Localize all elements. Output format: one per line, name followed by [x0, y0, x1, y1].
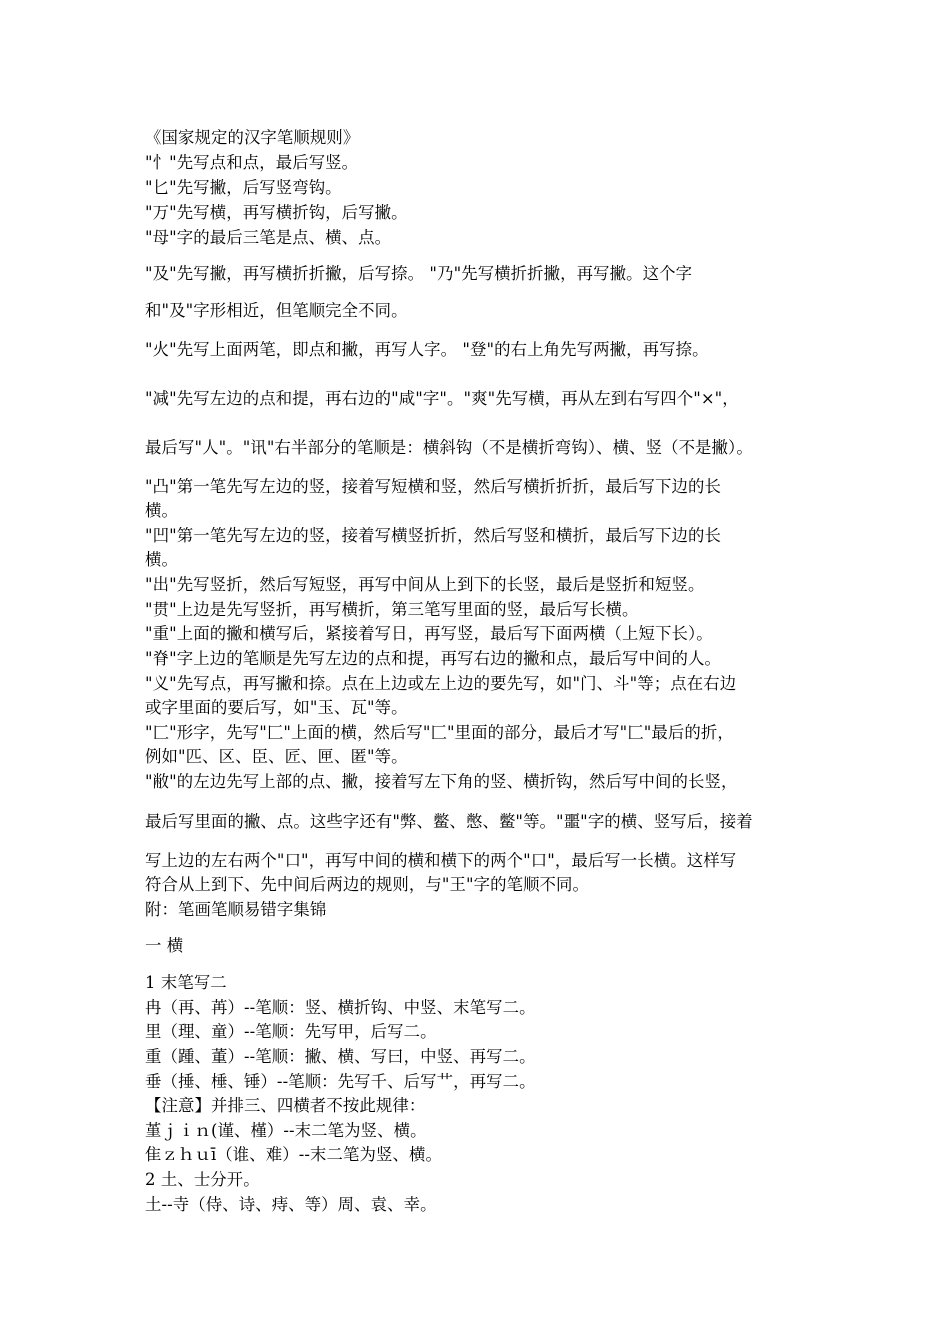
text-line: 隹ｚｈｕī（谁、难）--末二笔为竖、横。 — [145, 1145, 442, 1164]
text-line: 垂（捶、棰、锤）--笔顺：先写千、后写艹，再写二。 — [145, 1072, 536, 1091]
section-heading: 一 横 — [145, 936, 184, 955]
text-line: "重"上面的撇和横写后，紧接着写日，再写竖，最后写下面两横（上短下长）。 — [145, 624, 713, 643]
subsection-heading: 2 土、士分开。 — [145, 1170, 260, 1189]
text-line: "匕"先写撇，后写竖弯钩。 — [145, 178, 342, 197]
text-line: "匚"形字，先写"匚"上面的横，然后写"匚"里面的部分，最后才写"匚"最后的折， — [145, 723, 734, 742]
text-line: "贯"上边是先写竖折，再写横折，第三笔写里面的竖，最后写长横。 — [145, 600, 639, 619]
text-line: 例如"匹、区、臣、匠、匣、匿"等。 — [145, 747, 408, 766]
appendix-heading: 附：笔画笔顺易错字集锦 — [145, 900, 327, 919]
text-line: 写上边的左右两个"口"，再写中间的横和横下的两个"口"，最后写一长横。这样写 — [145, 851, 737, 870]
text-line: 土--寺（侍、诗、痔、等）周、袁、幸。 — [145, 1195, 437, 1214]
text-line: "万"先写横，再写横折钩，后写撇。 — [145, 203, 408, 222]
text-line: "及"先写撇，再写横折折撇，后写捺。 "乃"先写横折折撇，再写撇。这个字 — [145, 264, 693, 283]
text-line: "敝"的左边先写上部的点、撇，接着写左下角的竖、横折钩，然后写中间的长竖， — [145, 772, 738, 791]
text-line: 冉（再、苒）--笔顺：竖、横折钩、中竖、末笔写二。 — [145, 998, 536, 1017]
text-line: "凹"第一笔先写左边的竖，接着写横竖折折，然后写竖和横折，最后写下边的长 — [145, 526, 721, 545]
text-line: 重（踵、董）--笔顺：撇、横、写曰，中竖、再写二。 — [145, 1047, 536, 1066]
note-line: 【注意】并排三、四横者不按此规律： — [145, 1096, 426, 1115]
text-line: 符合从上到下、先中间后两边的规则，与"王"字的笔顺不同。 — [145, 875, 590, 894]
text-line: 和"及"字形相近，但笔顺完全不同。 — [145, 301, 408, 320]
text-line: 横。 — [145, 501, 178, 520]
subsection-heading: 1 末笔写二 — [145, 973, 227, 992]
text-line: "火"先写上面两笔，即点和撇，再写人字。 "登"的右上角先写两撇，再写捺。 — [145, 340, 709, 359]
text-line: "母"字的最后三笔是点、横、点。 — [145, 228, 392, 247]
text-line: "脊"字上边的笔顺是先写左边的点和提，再写右边的撇和点，最后写中间的人。 — [145, 649, 721, 668]
text-line: 横。 — [145, 550, 178, 569]
text-line: 堇ｊｉｎ(谨、槿）--末二笔为竖、横。 — [145, 1121, 427, 1140]
text-line: 最后写里面的撇、点。这些字还有"弊、鳖、憋、鳖"等。"噩"字的横、竖写后，接着 — [145, 812, 753, 831]
text-line: "忄"先写点和点，最后写竖。 — [145, 153, 359, 172]
text-line: 或字里面的要后写，如"玉、瓦"等。 — [145, 698, 408, 717]
text-line: "凸"第一笔先写左边的竖，接着写短横和竖，然后写横折折折，最后写下边的长 — [145, 477, 721, 496]
text-line: "减"先写左边的点和提，再右边的"咸"字"。"爽"先写横，再从左到右写四个"×"， — [145, 389, 739, 408]
text-line: "出"先写竖折，然后写短竖，再写中间从上到下的长竖，最后是竖折和短竖。 — [145, 575, 705, 594]
text-line: 最后写"人"。"讯"右半部分的笔顺是：横斜钩（不是横折弯钩）、横、竖（不是撇）。 — [145, 438, 753, 457]
text-line: 里（理、童）--笔顺：先写甲，后写二。 — [145, 1022, 437, 1041]
document-title: 《国家规定的汉字笔顺规则》 — [145, 128, 360, 147]
text-line: "义"先写点，再写撇和捺。点在上边或左上边的要先写，如"门、斗"等；点在右边 — [145, 674, 737, 693]
